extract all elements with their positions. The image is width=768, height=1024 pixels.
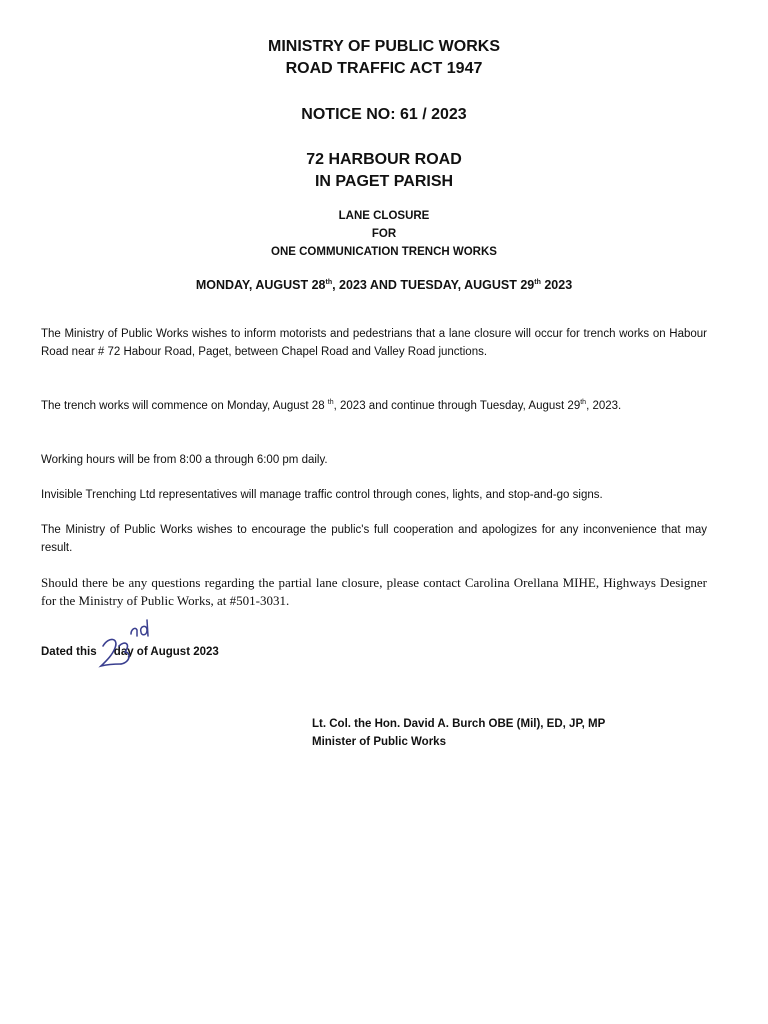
ministry-title: MINISTRY OF PUBLIC WORKS [268,38,500,55]
address-line1: 72 HARBOUR ROAD [306,151,462,168]
signatory-name: Lt. Col. the Hon. David A. Burch OBE (Mil), ED, JP, MP [312,718,606,730]
paragraph-apology: The Ministry of Public Works wishes to encourage the public's full cooperation and apologizes for any inconvenience that may result. [41,524,707,554]
subject-line1: LANE CLOSURE [338,210,430,222]
closure-dates: MONDAY, AUGUST 28th, 2023 AND TUESDAY, AUGUST 29th 2023 [195,278,573,292]
notice-number: NOTICE NO: 61 / 2023 [301,106,467,123]
paragraph-traffic-control: Invisible Trenching Ltd representatives will manage traffic control through cones, lights, and stop-and-go signs. [41,489,603,501]
paragraph-hours: Working hours will be from 8:00 a through 6:00 pm daily. [41,454,328,466]
paragraph-contact: Should there be any questions regarding the partial lane closure, please contact Carolina Orellana MIHE, Highways Designer for the Ministry of Public Works, at #501-3031. [41,575,707,608]
dated-line: Dated this day of August 2023 [41,646,219,658]
paragraph-schedule: The trench works will commence on Monday, August 28 $^{th}$, 2023 and continue through Tuesday, August 29th, 2023. [41,399,622,412]
subject-line3: ONE COMMUNICATION TRENCH WORKS [271,246,497,258]
address-line2: IN PAGET PARISH [314,173,454,190]
signatory-title: Minister of Public Works [312,736,446,748]
subject-line2: FOR [371,228,397,240]
act-title: ROAD TRAFFIC ACT 1947 [285,60,483,77]
handwritten-date-mark [95,616,165,670]
paragraph-notice: The Ministry of Public Works wishes to inform motorists and pedestrians that a lane closure will occur for trench works on Habour Road near # 72 Habour Road, Paget, between Chapel Road and Valley Road junctions. [41,328,707,358]
